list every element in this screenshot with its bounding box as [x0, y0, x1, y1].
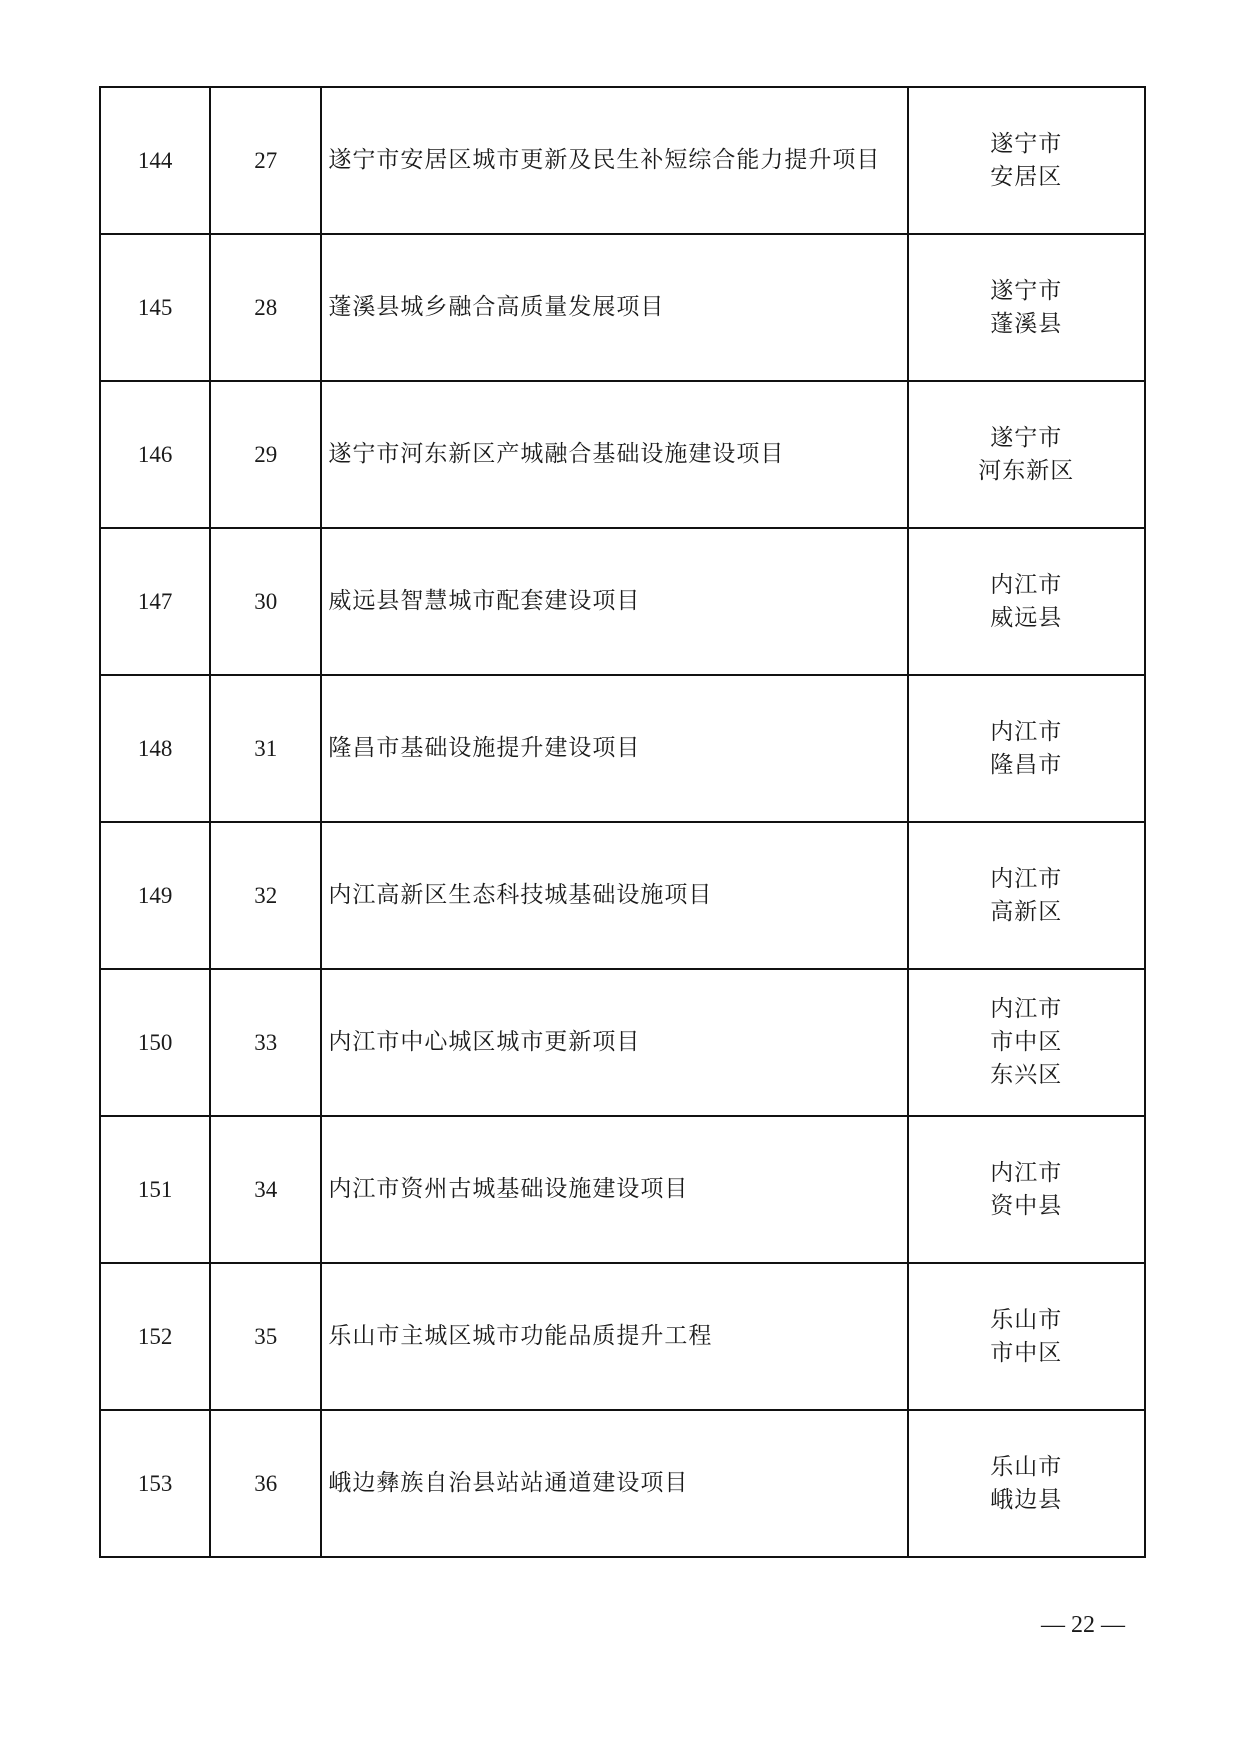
location-line: 河东新区 — [978, 457, 1075, 484]
sub-number-cell: 32 — [210, 822, 321, 969]
project-name-cell: 峨边彝族自治县站站通道建设项目 — [321, 1410, 907, 1557]
location-line: 威远县 — [990, 604, 1063, 631]
location-line: 乐山市 — [990, 1306, 1063, 1333]
location-cell — [908, 234, 1145, 381]
serial-number-cell: 145 — [100, 234, 210, 381]
serial-number-cell: 146 — [100, 381, 210, 528]
serial-number-cell: 144 — [100, 87, 210, 234]
table-row — [100, 234, 1145, 381]
sub-number-cell: 28 — [210, 234, 321, 381]
location-cell — [908, 1263, 1145, 1410]
sub-number-cell: 34 — [210, 1116, 321, 1263]
location-line: 隆昌市 — [990, 751, 1063, 778]
project-table-body — [100, 87, 1145, 1557]
sub-number-cell: 31 — [210, 675, 321, 822]
serial-number-cell: 150 — [100, 969, 210, 1116]
location-line: 市中区 — [990, 1339, 1063, 1366]
serial-number-cell: 151 — [100, 1116, 210, 1263]
location-cell — [908, 675, 1145, 822]
sub-number-cell: 35 — [210, 1263, 321, 1410]
sub-number-cell: 33 — [210, 969, 321, 1116]
project-name-cell: 遂宁市河东新区产城融合基础设施建设项目 — [321, 381, 907, 528]
serial-number-cell: 147 — [100, 528, 210, 675]
location-cell — [908, 381, 1145, 528]
table-row — [100, 528, 1145, 675]
location-line: 内江市 — [990, 1159, 1063, 1186]
sub-number-cell: 27 — [210, 87, 321, 234]
project-name-cell: 蓬溪县城乡融合高质量发展项目 — [321, 234, 907, 381]
project-name-cell: 内江市中心城区城市更新项目 — [321, 969, 907, 1116]
project-name-cell: 遂宁市安居区城市更新及民生补短综合能力提升项目 — [321, 87, 907, 234]
serial-number-cell: 152 — [100, 1263, 210, 1410]
location-line: 高新区 — [990, 898, 1063, 925]
location-line: 资中县 — [990, 1192, 1063, 1219]
table-row — [100, 1410, 1145, 1557]
location-cell — [908, 1116, 1145, 1263]
location-line: 乐山市 — [990, 1453, 1063, 1480]
page-number: — 22 — — [1041, 1612, 1125, 1638]
table-row — [100, 822, 1145, 969]
table-row — [100, 1263, 1145, 1410]
project-name-cell: 隆昌市基础设施提升建设项目 — [321, 675, 907, 822]
serial-number-cell: 148 — [100, 675, 210, 822]
table-row — [100, 969, 1145, 1116]
project-table — [99, 86, 1146, 1558]
location-line: 内江市 — [990, 571, 1063, 598]
location-line: 市中区 — [990, 1029, 1063, 1055]
project-name-cell: 内江高新区生态科技城基础设施项目 — [321, 822, 907, 969]
project-name-cell: 内江市资州古城基础设施建设项目 — [321, 1116, 907, 1263]
location-line: 遂宁市 — [990, 424, 1063, 451]
location-line: 遂宁市 — [990, 130, 1063, 157]
location-line: 安居区 — [990, 163, 1063, 190]
location-line: 蓬溪县 — [990, 310, 1063, 337]
sub-number-cell: 29 — [210, 381, 321, 528]
sub-number-cell: 30 — [210, 528, 321, 675]
location-cell — [908, 1410, 1145, 1557]
table-row — [100, 1116, 1145, 1263]
location-cell — [908, 528, 1145, 675]
location-line: 内江市 — [990, 718, 1063, 745]
location-cell — [908, 822, 1145, 969]
location-cell — [908, 969, 1145, 1116]
table-row — [100, 87, 1145, 234]
location-cell — [908, 87, 1145, 234]
table-row — [100, 675, 1145, 822]
project-name-cell: 乐山市主城区城市功能品质提升工程 — [321, 1263, 907, 1410]
location-line: 内江市 — [990, 996, 1063, 1022]
project-name-cell: 威远县智慧城市配套建设项目 — [321, 528, 907, 675]
serial-number-cell: 149 — [100, 822, 210, 969]
location-line: 遂宁市 — [990, 277, 1063, 304]
location-line: 内江市 — [990, 865, 1063, 892]
location-line: 东兴区 — [990, 1062, 1063, 1088]
sub-number-cell: 36 — [210, 1410, 321, 1557]
location-line: 峨边县 — [990, 1486, 1063, 1513]
table-row — [100, 381, 1145, 528]
serial-number-cell: 153 — [100, 1410, 210, 1557]
